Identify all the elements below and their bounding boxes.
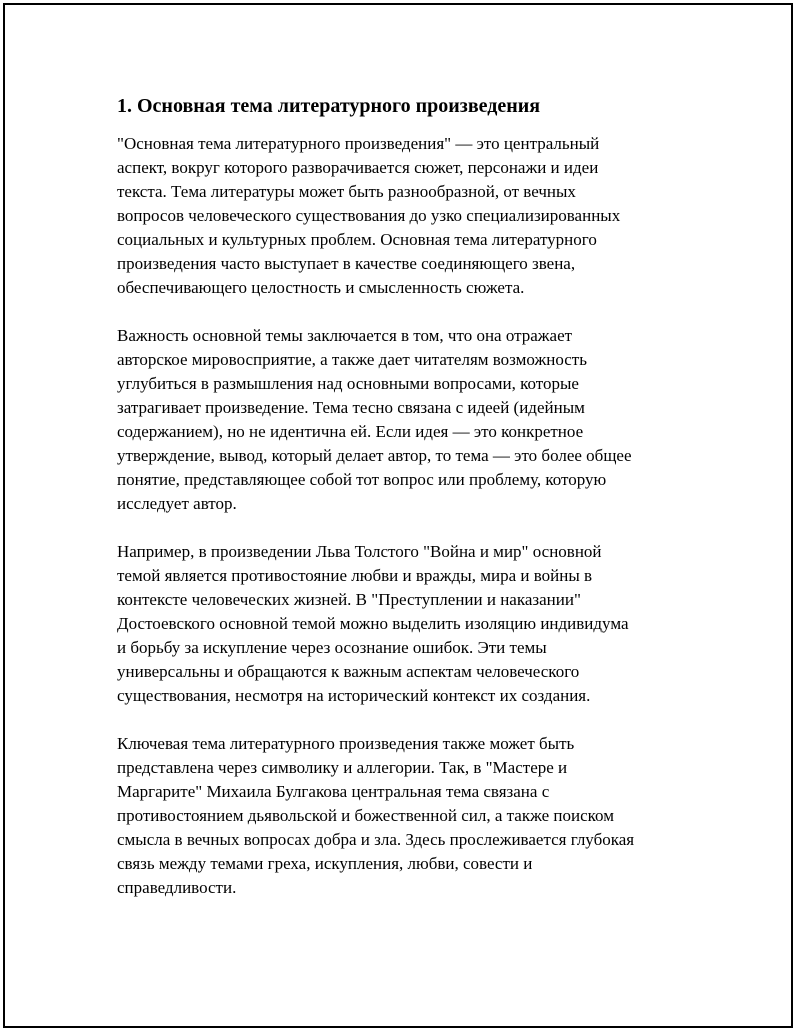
- text-line: исследует автор.: [117, 494, 237, 513]
- text-line: связь между темами греха, искупления, любви, совести и: [117, 854, 533, 873]
- text-line: авторское мировосприятие, а также дает читателям возможность: [117, 350, 587, 369]
- text-line: вопросов человеческого существования до узко специализированных: [117, 206, 621, 225]
- text-line: утверждение, вывод, который делает автор, то тема — это более общее: [117, 446, 632, 465]
- text-line: "Основная тема литературного произведения" — это центральный: [117, 134, 600, 153]
- text-line: темой является противостояние любви и вражды, мира и войны в: [117, 566, 593, 585]
- text-line: контексте человеческих жизней. В "Преступлении и наказании": [117, 590, 581, 609]
- text-line: и борьбу за искупление через осознание ошибок. Эти темы: [117, 638, 547, 657]
- text-line: Достоевского основной темой можно выделить изоляцию индивидума: [117, 614, 629, 633]
- text-line: текста. Тема литературы может быть разнообразной, от вечных: [117, 182, 576, 201]
- text-line: Важность основной темы заключается в том, что она отражает: [117, 326, 573, 345]
- text-line: противостоянием дьявольской и божественной сил, а также поиском: [117, 806, 614, 825]
- text-line: Маргарите" Михаила Булгакова центральная тема связана с: [117, 782, 550, 801]
- text-line: затрагивает произведение. Тема тесно связана с идеей (идейным: [117, 398, 585, 417]
- text-line: смысла в вечных вопросах добра и зла. Здесь прослеживается глубокая: [117, 830, 635, 849]
- text-line: обеспечивающего целостность и смысленность сюжета.: [117, 278, 525, 297]
- paragraph-2: [117, 324, 687, 516]
- text-line: универсальны и обращаются к важным аспектам человеческого: [117, 662, 580, 681]
- paragraph-3: [117, 540, 687, 708]
- text-line: представлена через символику и аллегории. Так, в "Мастере и: [117, 758, 568, 777]
- paragraph-4: [117, 732, 687, 900]
- text-line: аспект, вокруг которого разворачивается сюжет, персонажи и идеи: [117, 158, 599, 177]
- text-line: Например, в произведении Льва Толстого "Война и мир" основной: [117, 542, 602, 561]
- paragraph-1: [117, 132, 687, 300]
- text-line: произведения часто выступает в качестве соединяющего звена,: [117, 254, 576, 273]
- text-line: существования, несмотря на исторический контекст их создания.: [117, 686, 591, 705]
- text-line: содержанием), но не идентична ей. Если идея — это конкретное: [117, 422, 584, 441]
- text-line: углубиться в размышления над основными вопросами, которые: [117, 374, 579, 393]
- text-line: справедливости.: [117, 878, 237, 897]
- document-body: [117, 92, 687, 924]
- text-line: понятие, представляющее собой тот вопрос или проблему, которую: [117, 470, 607, 489]
- text-line: социальных и культурных проблем. Основная тема литературного: [117, 230, 597, 249]
- text-line: Ключевая тема литературного произведения также может быть: [117, 734, 575, 753]
- section-title: 1. Основная тема литературного произведения: [117, 95, 541, 117]
